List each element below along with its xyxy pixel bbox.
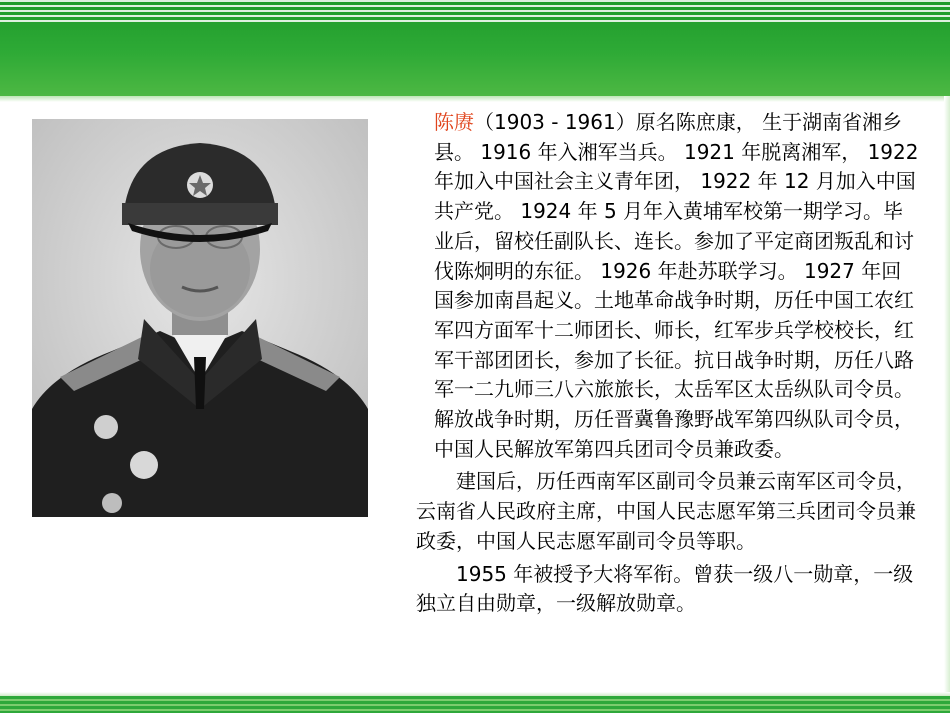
bio-paragraph-1 <box>416 108 921 464</box>
bio-paragraph-3: 1955 年被授予大将军衔。曾获一级八一勋章，一级独立自由勋章，一级解放勋章。 <box>416 561 914 616</box>
header-fade <box>0 96 950 102</box>
biography-text <box>416 108 921 619</box>
person-name: 陈赓 <box>434 110 474 134</box>
portrait-image <box>32 119 368 517</box>
side-edge-decoration <box>944 96 950 696</box>
bio-paragraph-1-text: （1903 - 1961）原名陈庶康， 生于湖南省湘乡县。 1916 年入湘军当兵。 1921 年脱离湘军， 1922 年加入中国社会主义青年团， 1922 年 12 月加入中国共产党。 1924 年 5 月年入黄埔军校第一期学习。毕业后，留校任副队长、连长。参加了平定商团叛乱和讨伐陈炯明的东征。 1926 年赴苏联学习。 1927 年回国参加南昌起义。土地革命战争时期，历任中国工农红军四方面军十二师团长、师长，红军步兵学校校长，红军干部团团长，参加了长征。抗日战争时期，历任八路军一二九师三八六旅旅长，太岳军区太岳纵队司令员。解放战争时期，历任晋冀鲁豫野战军第四纵队司令员，中国人民解放军第四兵团司令员兼政委。 <box>434 110 919 461</box>
portrait-photo <box>32 119 368 517</box>
footer-band <box>0 696 950 713</box>
bio-paragraph-2: 建国后，历任西南军区副司令员兼云南军区司令员，云南省人民政府主席，中国人民志愿军第三兵团司令员兼政委，中国人民志愿军副司令员等职。 <box>416 469 916 553</box>
header-stripes <box>0 0 950 24</box>
